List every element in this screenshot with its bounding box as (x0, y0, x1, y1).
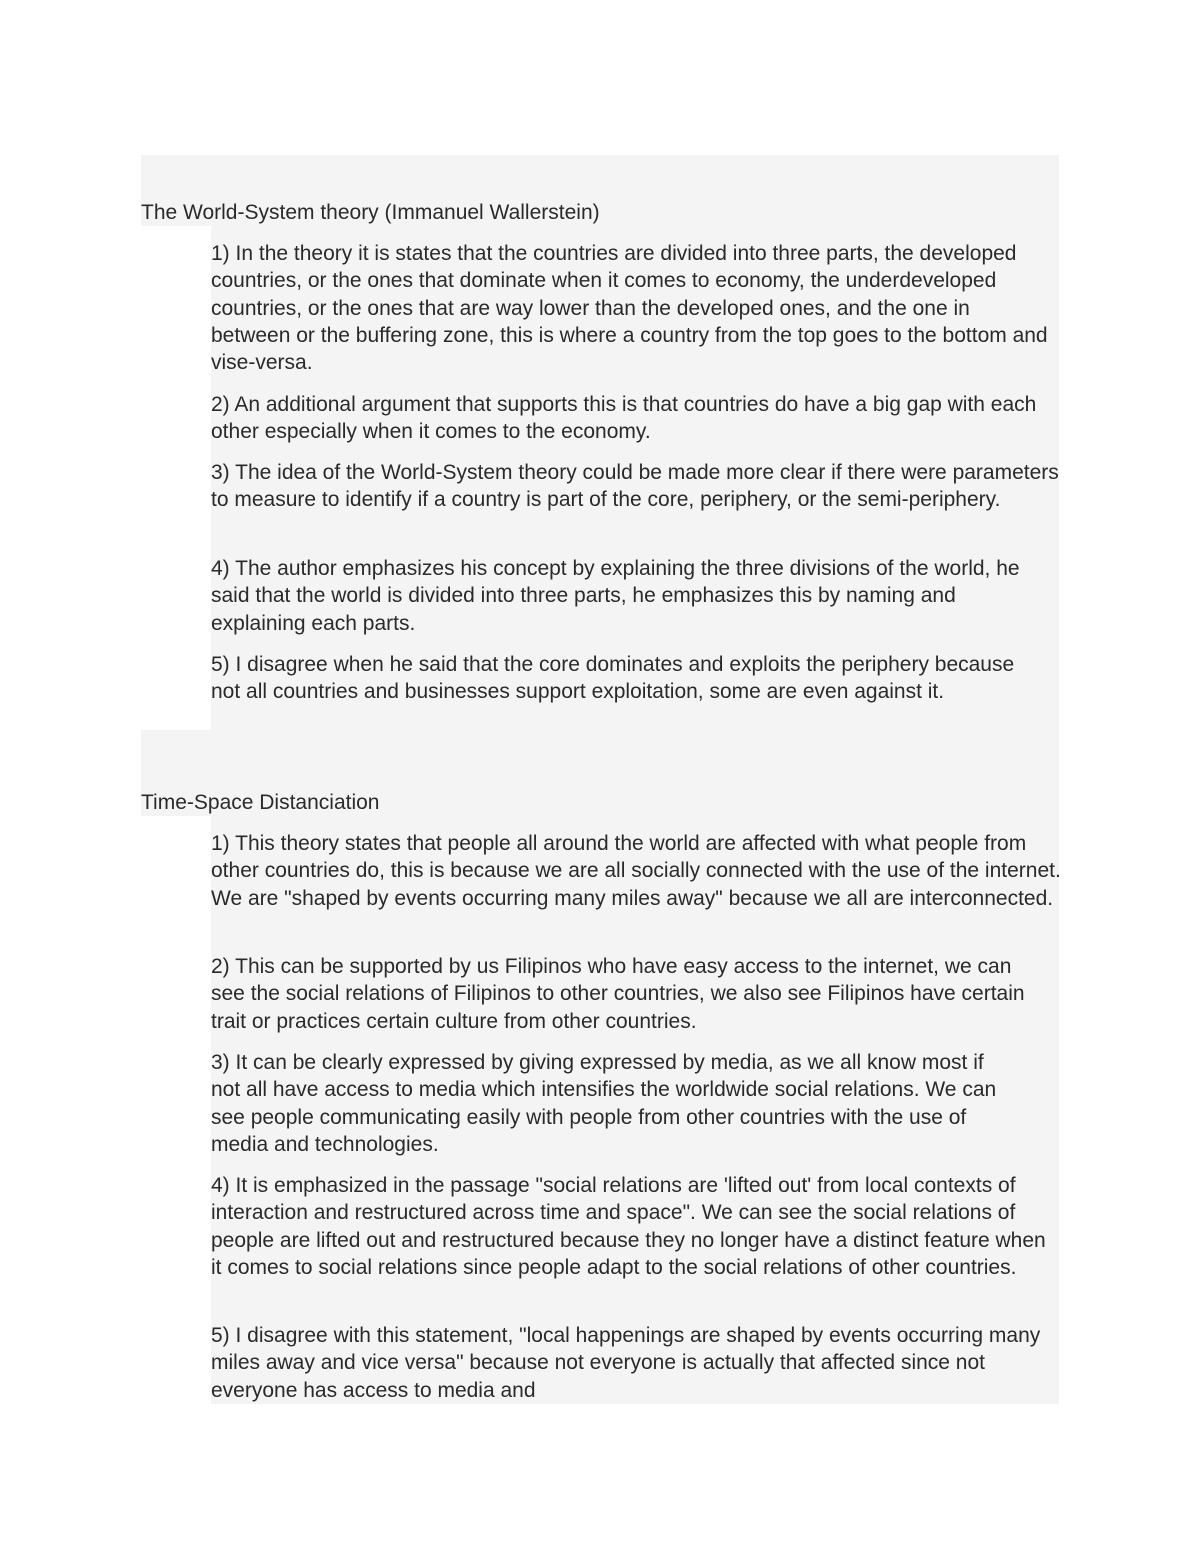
list-item: 3) The idea of the World-System theory could be made more clear if there were parameters to measure to identify if a country is part of the core, periphery, or the semi-periphery. (211, 461, 1059, 512)
list-item: 5) I disagree with this statement, "local happenings are shaped by events occurring many miles away and vice versa" because not everyone is actually that affected since not everyone has access to media and (211, 1324, 1041, 1402)
list-item: 1) In the theory it is states that the countries are divided into three parts, the developed countries, or the ones that dominate when it comes to economy, the underdeveloped countries, or the ones that are way lower than the developed ones, and the one in between or the buffering zone, this is where a country from the top goes to the bottom and vise-versa. (211, 242, 1048, 375)
section-heading-world-system: The World-System theory (Immanuel Wallerstein) (141, 201, 600, 224)
list-item: 5) I disagree when he said that the core dominates and exploits the periphery because not all countries and businesses support exploitation, some are even against it. (211, 653, 1015, 704)
list-item: 4) It is emphasized in the passage "social relations are 'lifted out' from local contexts of interaction and restructured across time and space". We can see the social relations of people are lifted out and restructured because they no longer have a distinct feature when it comes to social relations since people adapt to the social relations of other countries. (211, 1174, 1046, 1279)
list-item: 2) This can be supported by us Filipinos who have easy access to the internet, we can see the social relations of Filipinos to other countries, we also see Filipinos have certain trait or practices certain culture from other countries. (211, 955, 1025, 1033)
section-heading-time-space: Time-Space Distanciation (141, 791, 380, 814)
list-item: 4) The author emphasizes his concept by explaining the three divisions of the world, he said that the world is divided into three parts, he emphasizes this by naming and explaining each parts. (211, 557, 1020, 635)
list-item: 3) It can be clearly expressed by giving expressed by media, as we all know most if not all have access to media which intensifies the worldwide social relations. We can see people communicating easily with people from other countries with the use of media and technologies. (211, 1051, 997, 1156)
list-item: 2) An additional argument that supports this is that countries do have a big gap with each other especially when it comes to the economy. (211, 393, 1037, 444)
list-item: 1) This theory states that people all around the world are affected with what people from other countries do, this is because we are all socially connected with the use of the internet. We are "shaped by events occurring many miles away" because we all are interconnected. (211, 832, 1061, 910)
